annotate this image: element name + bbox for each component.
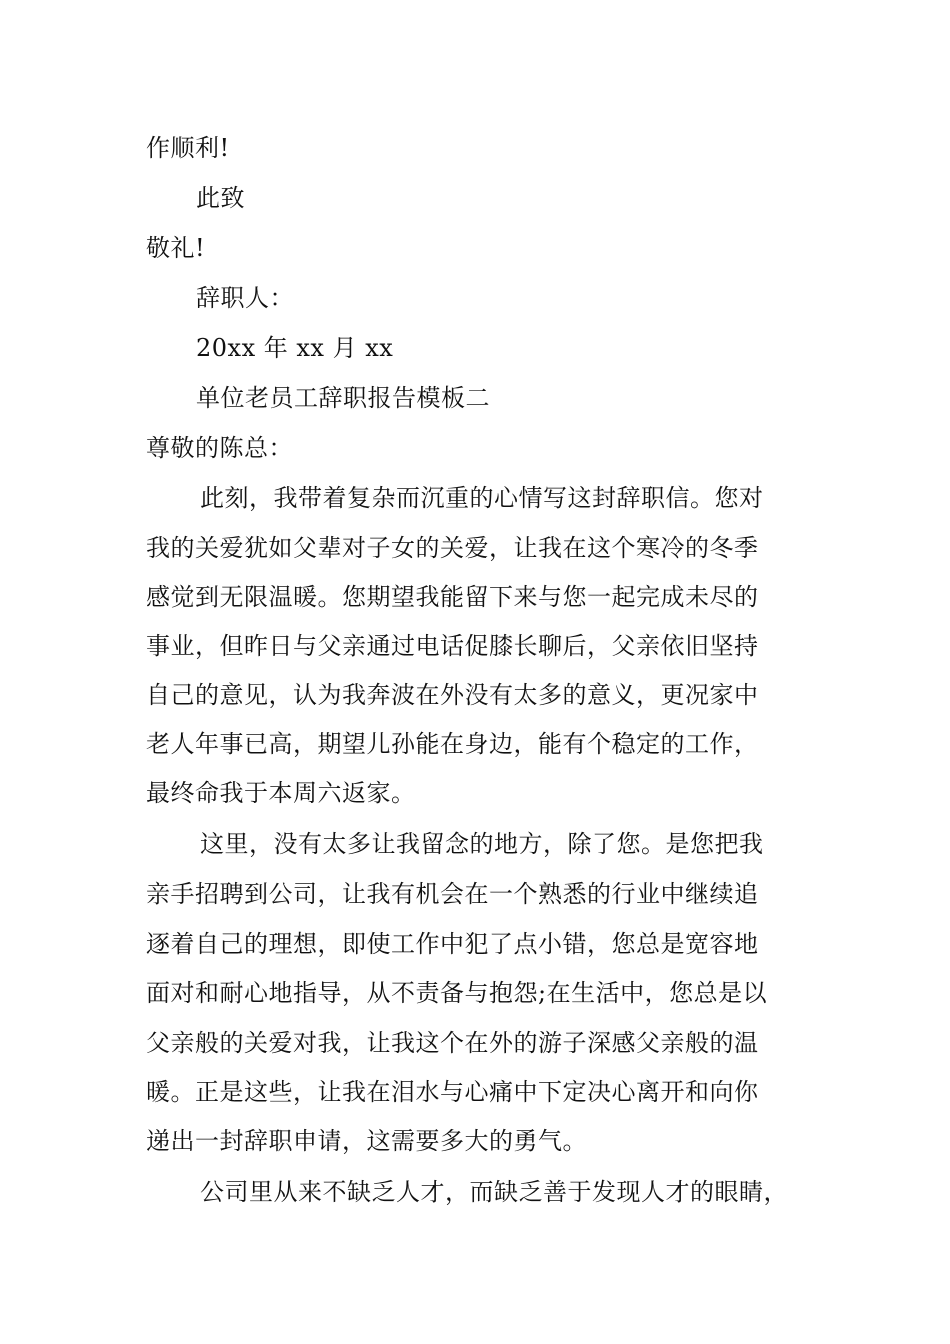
- text-line-regards: 敬礼!: [146, 234, 206, 262]
- section-title: 单位老员工辞职报告模板二: [196, 384, 490, 412]
- paragraph-line: 父亲般的关爱对我，让我这个在外的游子深感父亲般的温: [146, 1029, 759, 1057]
- letter-greeting: 尊敬的陈总：: [146, 434, 293, 462]
- paragraph-line: 我的关爱犹如父辈对子女的关爱，让我在这个寒冷的冬季: [146, 534, 759, 562]
- paragraph-line: 面对和耐心地指导，从不责备与抱怨;在生活中，您总是以: [146, 979, 768, 1007]
- text-line-signer-label: 辞职人：: [196, 284, 294, 312]
- paragraph-line: 此刻，我带着复杂而沉重的心情写这封辞职信。您对: [200, 484, 764, 512]
- text-line-closing-wish: 作顺利!: [146, 134, 230, 162]
- text-line-salutation: 此致: [196, 184, 245, 212]
- paragraph-line: 自己的意见，认为我奔波在外没有太多的意义，更况家中: [146, 681, 759, 709]
- text-line-date: 20xx 年 xx 月 xx: [196, 334, 394, 362]
- paragraph-line: 最终命我于本周六返家。: [146, 779, 416, 807]
- paragraph-line: 亲手招聘到公司，让我有机会在一个熟悉的行业中继续追: [146, 880, 759, 908]
- paragraph-line: 逐着自己的理想，即使工作中犯了点小错，您总是宽容地: [146, 930, 759, 958]
- paragraph-line: 递出一封辞职申请，这需要多大的勇气。: [146, 1127, 587, 1155]
- paragraph-line: 事业，但昨日与父亲通过电话促膝长聊后，父亲依旧坚持: [146, 632, 759, 660]
- paragraph-line: 感觉到无限温暖。您期望我能留下来与您一起完成未尽的: [146, 583, 759, 611]
- paragraph-line: 这里，没有太多让我留念的地方，除了您。是您把我: [200, 830, 764, 858]
- paragraph-line: 老人年事已高，期望儿孙能在身边，能有个稳定的工作，: [146, 730, 759, 758]
- paragraph-line: 暖。正是这些，让我在泪水与心痛中下定决心离开和向你: [146, 1078, 759, 1106]
- paragraph-line: 公司里从来不缺乏人才，而缺乏善于发现人才的眼睛，: [200, 1178, 788, 1206]
